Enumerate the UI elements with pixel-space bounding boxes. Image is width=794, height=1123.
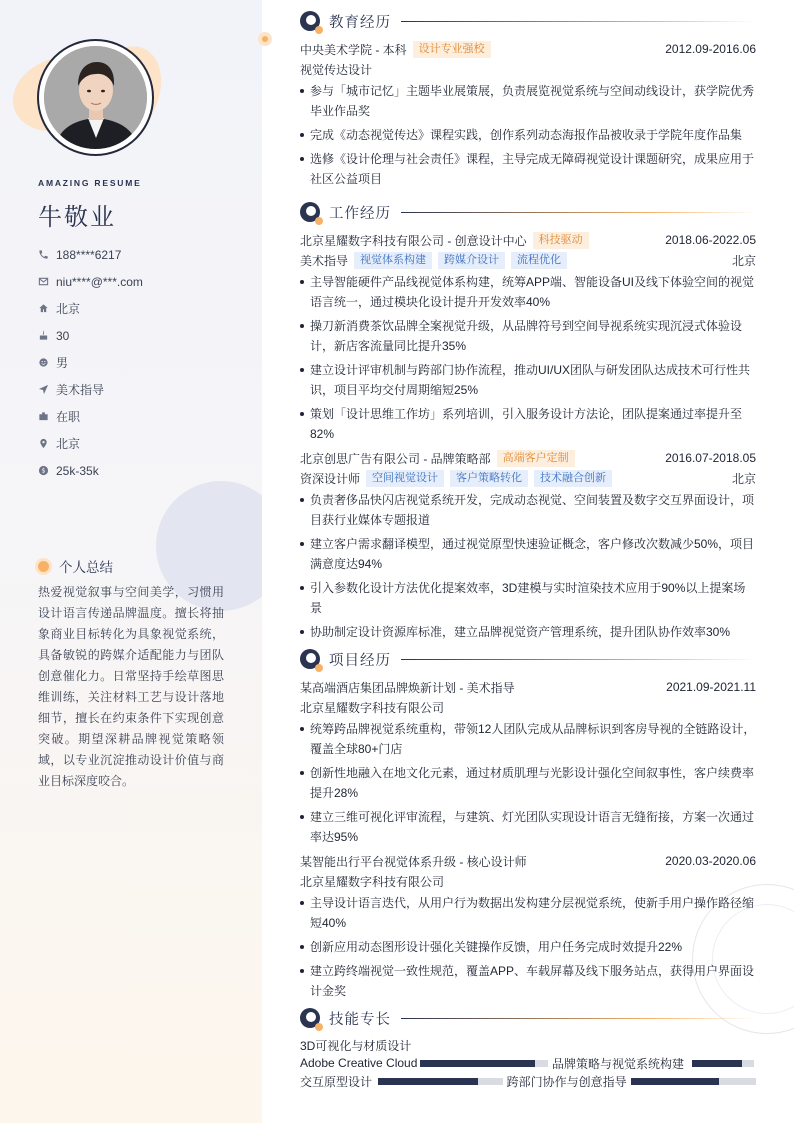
job-bullets — [300, 272, 756, 444]
status-text: 在职 — [56, 410, 81, 424]
resume-tagline: AMAZING RESUME — [38, 178, 142, 188]
company-name: 北京星耀数字科技有限公司 - 创意设计中心 — [300, 233, 527, 248]
project-header — [300, 851, 756, 871]
work-section — [300, 201, 756, 646]
education-date: 2012.09-2016.06 — [665, 42, 756, 56]
list-item: 引入参数化设计方法优化提案效率，3D建模与实时渲染技术应用于90%以上提案场景 — [300, 578, 756, 618]
phone-text: 188****6217 — [56, 247, 122, 262]
list-item: 建立客户需求翻译模型，通过视觉原型快速验证概念，客户修改次数减少50%，项目满意度达94% — [300, 534, 756, 574]
skill-tag: 技术融合创新 — [534, 470, 612, 487]
svg-text:$: $ — [41, 467, 46, 475]
list-item: 协助制定设计资源库标准，建立品牌视觉资产管理系统，提升团队协作效率30% — [300, 622, 756, 642]
skill-bar-fill — [692, 1060, 742, 1067]
location-icon — [38, 438, 56, 449]
section-icon — [300, 1008, 320, 1028]
phone-icon — [38, 249, 56, 260]
skills-headline: 3D可视化与材质设计 — [300, 1038, 412, 1053]
info-salary — [38, 457, 143, 484]
list-item: 策划「设计思维工作坊」系列培训，引入服务设计方法论，团队提案通过率提升至82% — [300, 404, 756, 444]
school-name: 中央美术学院 - 本科 — [300, 42, 407, 57]
job-city: 北京 — [731, 471, 756, 486]
list-item: 建立设计评审机制与跨部门协作流程，推动UI/UX团队与研发团队达成技术可行性共识，项目平均交付周期缩短25% — [300, 360, 756, 400]
cake-icon — [38, 330, 56, 341]
education-bullets — [300, 81, 756, 189]
job-date: 2018.06-2022.05 — [665, 233, 756, 247]
list-item: 创新应用动态图形设计强化关键操作反馈，用户任务完成时效提升22% — [300, 937, 756, 957]
info-phone — [38, 241, 143, 268]
section-heading — [300, 648, 756, 670]
list-item: 主导智能硬件产品线视觉体系构建，统筹APP端、智能设备UI及线下体验空间的视觉语言统一，通过模块化设计提升开发效率40% — [300, 272, 756, 312]
skills-headline-row — [300, 1036, 756, 1054]
skill-name: Adobe Creative Cloud — [300, 1056, 418, 1070]
salary-icon — [38, 465, 56, 476]
section-icon — [300, 202, 320, 222]
heading-dot-icon — [38, 561, 49, 572]
candidate-name: 牛敬业 — [38, 204, 116, 231]
skill-bar-fill — [631, 1078, 718, 1085]
job-role-row — [300, 468, 756, 488]
location-text: 北京 — [56, 437, 81, 451]
salary-text: 25k-35k — [56, 463, 99, 478]
education-section — [300, 10, 756, 193]
job-role: 资深设计师 — [300, 471, 361, 486]
job-role: 美术指导 — [300, 253, 349, 268]
job-date: 2016.07-2018.05 — [665, 451, 756, 465]
email-text: niu****@***.com — [56, 274, 143, 289]
skill-bar — [692, 1060, 754, 1067]
education-major: 视觉传达设计 — [300, 62, 373, 77]
list-item: 完成《动态视觉传达》课程实践，创作系列动态海报作品被收录于学院年度作品集 — [300, 125, 756, 145]
info-email — [38, 268, 143, 295]
section-heading — [300, 10, 756, 32]
skill-bar-fill — [378, 1078, 478, 1085]
section-title: 项目经历 — [329, 652, 391, 669]
section-divider — [401, 1018, 756, 1019]
project-header — [300, 677, 756, 697]
skill-name: 跨部门协作与创意指导 — [506, 1074, 627, 1089]
residence-text: 北京 — [56, 302, 81, 316]
project-company-row — [300, 697, 756, 717]
sidebar — [0, 0, 262, 1123]
project-company: 北京星耀数字科技有限公司 — [300, 700, 445, 715]
company-name: 北京创思广告有限公司 - 品牌策略部 — [300, 451, 491, 466]
project-company: 北京星耀数字科技有限公司 — [300, 874, 445, 889]
mail-icon — [38, 276, 56, 287]
skill-bar — [420, 1060, 548, 1067]
list-item: 建立三维可视化评审流程，与建筑、灯光团队实现设计语言无缝衔接，方案一次通过率达95% — [300, 807, 756, 847]
gender-icon — [38, 357, 56, 368]
summary-title: 个人总结 — [59, 560, 113, 575]
info-age — [38, 322, 143, 349]
skill-bar — [631, 1078, 756, 1085]
section-divider — [401, 212, 756, 213]
skill-name: 交互原型设计 — [300, 1074, 373, 1089]
list-item: 选修《设计伦理与社会责任》课程，主导完成无障碍视觉设计课题研究，成果应用于社区公益项目 — [300, 149, 756, 189]
skills-section — [300, 1007, 756, 1090]
section-divider — [401, 21, 756, 22]
list-item: 建立跨终端视觉一致性规范，覆盖APP、车载屏幕及线下服务站点，获得用户界面设计金奖 — [300, 961, 756, 1001]
gender-text: 男 — [56, 356, 69, 370]
skill-tag: 客户策略转化 — [450, 470, 528, 487]
position-text: 美术指导 — [56, 383, 105, 397]
decorative-dot — [262, 36, 268, 42]
project-name: 某高端酒店集团品牌焕新计划 - 美术指导 — [300, 680, 515, 695]
education-header — [300, 39, 756, 59]
summary-heading — [38, 556, 113, 576]
contact-info-list — [38, 241, 143, 484]
project-date: 2020.03-2020.06 — [665, 854, 756, 868]
section-heading — [300, 1007, 756, 1029]
list-item: 操刀新消费茶饮品牌全案视觉升级，从品牌符号到空间导视系统实现沉浸式体验设计，新店客流量同比提升35% — [300, 316, 756, 356]
project-name: 某智能出行平台视觉体系升级 - 核心设计师 — [300, 854, 527, 869]
project-bullets — [300, 893, 756, 1001]
briefcase-icon — [38, 411, 56, 422]
send-icon — [38, 384, 56, 395]
skill-bar — [378, 1078, 503, 1085]
section-title: 技能专长 — [329, 1011, 391, 1028]
section-divider — [401, 659, 756, 660]
age-text: 30 — [56, 328, 70, 343]
list-item: 负责奢侈品快闪店视觉系统开发，完成动态视觉、空间装置及数字交互界面设计，项目获行业媒体专题报道 — [300, 490, 756, 530]
section-title: 教育经历 — [329, 14, 391, 31]
job-entry — [300, 230, 756, 444]
section-icon — [300, 11, 320, 31]
job-role-row — [300, 250, 756, 270]
skill-name: 品牌策略与视觉系统构建 — [552, 1056, 685, 1071]
list-item: 参与「城市记忆」主题毕业展策展，负责展览视觉系统与空间动线设计，获学院优秀毕业作品奖 — [300, 81, 756, 121]
job-bullets — [300, 490, 756, 642]
education-major-row — [300, 59, 756, 79]
company-tag: 高端客户定制 — [497, 450, 575, 467]
home-icon — [38, 303, 56, 314]
section-icon — [300, 649, 320, 669]
avatar-frame — [37, 39, 154, 156]
info-gender — [38, 349, 143, 376]
project-bullets — [300, 719, 756, 847]
summary-text: 热爱视觉叙事与空间美学，习惯用设计语言传递品牌温度。擅长将抽象商业目标转化为具象视觉系统，具备敏锐的跨媒介适配能力与团队创意催化力。日常坚持手绘草图思维训练，关注材料工艺与设计落地细节，擅长在约束条件下实现创意突破。期望深耕品牌视觉策略领域，以专业沉淀推动设计价值与商业目标深度咬合。 — [38, 585, 224, 788]
info-position — [38, 376, 143, 403]
info-residence — [38, 295, 143, 322]
skill-bar-fill — [420, 1060, 535, 1067]
skill-tag: 跨媒介设计 — [438, 252, 505, 269]
section-heading — [300, 201, 756, 223]
job-header — [300, 230, 756, 250]
list-item: 统筹跨品牌视觉系统重构，带领12人团队完成从品牌标识到客房导视的全链路设计，覆盖全球80+门店 — [300, 719, 756, 759]
list-item: 主导设计语言迭代，从用户行为数据出发构建分层视觉系统，使新手用户操作路径缩短40% — [300, 893, 756, 933]
avatar-portrait — [44, 46, 147, 149]
info-status — [38, 403, 143, 430]
skill-tag: 视觉体系构建 — [354, 252, 432, 269]
section-title: 工作经历 — [329, 205, 391, 222]
list-item: 创新性地融入在地文化元素，通过材质肌理与光影设计强化空间叙事性，客户续费率提升28% — [300, 763, 756, 803]
project-date: 2021.09-2021.11 — [666, 680, 756, 694]
company-tag: 科技驱动 — [533, 232, 589, 249]
skill-row — [300, 1054, 756, 1072]
project-entry — [300, 851, 756, 1001]
avatar — [44, 46, 147, 149]
info-location — [38, 430, 143, 457]
project-company-row — [300, 871, 756, 891]
project-entry — [300, 677, 756, 847]
job-header — [300, 448, 756, 468]
job-entry — [300, 448, 756, 642]
skill-tag: 空间视觉设计 — [366, 470, 444, 487]
projects-section — [300, 648, 756, 1005]
job-city: 北京 — [731, 253, 756, 268]
skill-row — [300, 1072, 756, 1090]
skill-tag: 流程优化 — [511, 252, 567, 269]
school-tag: 设计专业强校 — [413, 41, 491, 58]
